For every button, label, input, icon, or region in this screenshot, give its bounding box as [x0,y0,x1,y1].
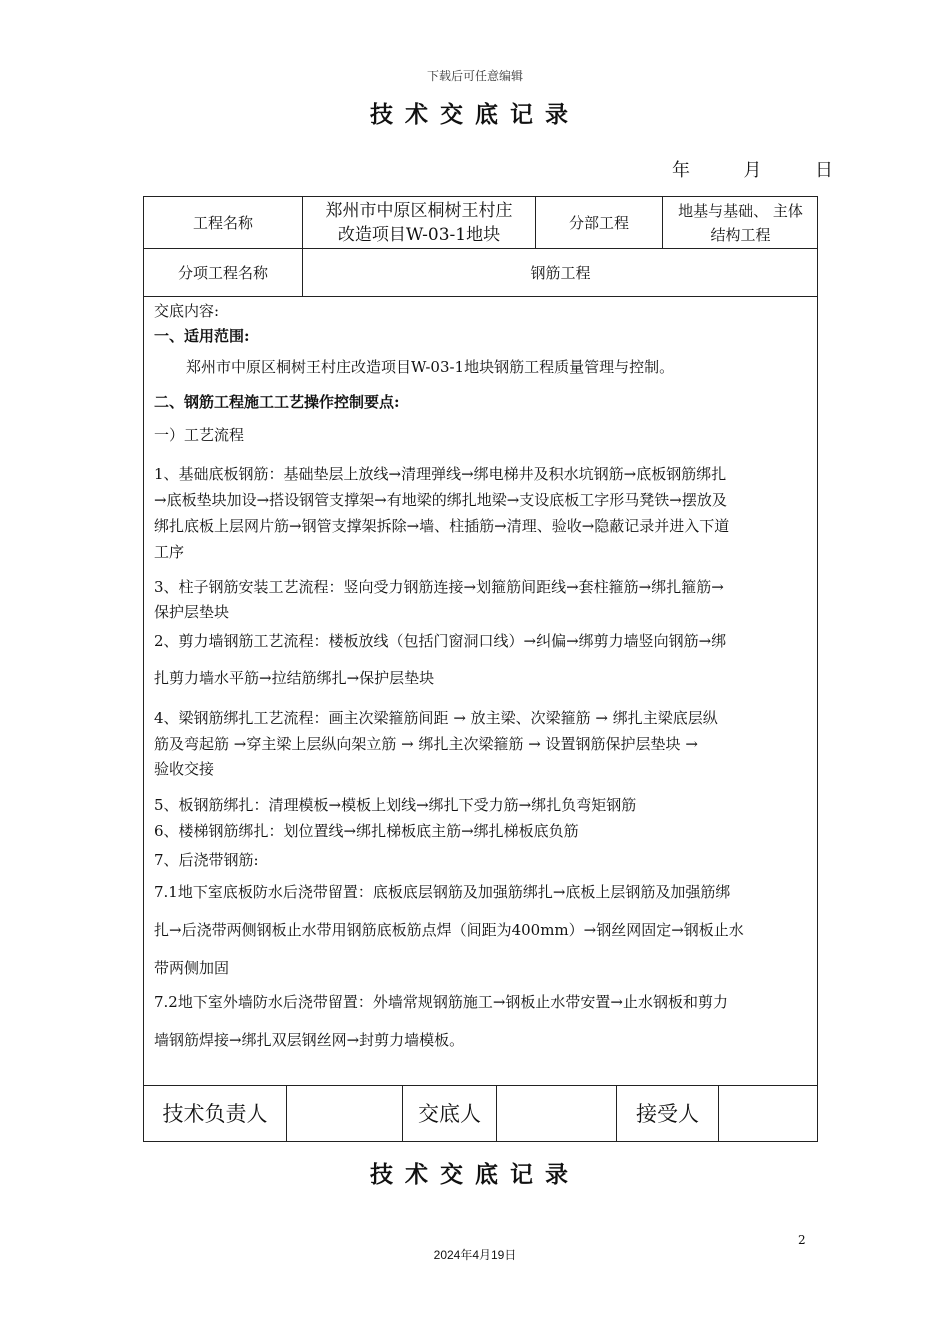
para-1-line-3: 绑扎底板上层网片筋→钢管支撑架拆除→墙、柱插筋→清理、验收→隐蔽记录并进入下道 [154,517,730,535]
sub-project-value [663,197,818,248]
intro-label: 交底内容: [154,302,220,320]
para-1-line-1: 1、基础底板钢筋：基础垫层上放线→清理弹线→绑电梯井及积水坑钢筋→底板钢筋绑扎 [154,465,727,483]
disclosure-content [154,297,807,1083]
para-4-line-3: 验收交接 [154,760,215,778]
project-name-line-1: 郑州市中原区桐树王村庄 [325,200,513,221]
para-7-2-line-1: 7.2地下室外墙防水后浇带留置：外墙常规钢筋施工→钢板止水带安置→止水钢板和剪力 [154,993,728,1011]
project-name-label: 工程名称 [192,213,253,232]
para-7-1-line-1: 7.1地下室底板防水后浇带留置：底板底层钢筋及加强筋绑扎→底板上层钢筋及加强筋绑 [154,883,731,901]
para-6: 6、楼梯钢筋绑扎：划位置线→绑扎梯板底主筋→绑扎梯板底负筋 [154,822,579,840]
para-3-line-2: 保护层垫块 [154,603,230,621]
para-2-line-2: 扎剪力墙水平筋→拉结筋绑扎→保护层垫块 [154,669,435,687]
sub-project-line-2: 结构工程 [710,225,771,244]
para-5: 5、板钢筋绑扎：清理模板→模板上划线→绑扎下受力筋→绑扎负弯矩钢筋 [154,796,637,814]
para-7-1-line-2: 扎→后浇带两侧钢板止水带用钢筋底板筋点焊（间距为400mm）→钢丝网固定→钢板止水 [154,921,744,939]
receiver-label: 接受人 [636,1102,699,1126]
receiver-signature-field [719,1086,818,1142]
discloser-signature-field [497,1086,616,1142]
date-line [672,156,833,182]
header-note: 下载后可任意编辑 [426,69,523,83]
day-label: 日 [814,160,833,181]
disclosure-form-table [143,196,818,1142]
section-1-title: 一、适用范围: [154,327,250,345]
tech-lead-signature-field [287,1086,402,1142]
para-1-line-4: 工序 [154,543,185,561]
item-name-label: 分项工程名称 [177,263,268,282]
discloser-label: 交底人 [418,1102,481,1126]
sub-project-label: 分部工程 [568,213,629,232]
page-title: 技术交底记录 [370,101,580,128]
para-3-line-1: 3、柱子钢筋安装工艺流程：竖向受力钢筋连接→划箍筋间距线→套柱箍筋→绑扎箍筋→ [154,578,724,596]
item-name-value: 钢筋工程 [530,263,591,282]
year-label: 年 [672,160,690,181]
subsection-1-title: 一）工艺流程 [154,426,245,444]
section-2-title: 二、钢筋工程施工工艺操作控制要点: [154,393,400,411]
next-page-title: 技术交底记录 [370,1161,580,1188]
para-7-2-line-2: 墙钢筋焊接→绑扎双层钢丝网→封剪力墙模板。 [154,1031,465,1049]
para-4-line-2: 筋及弯起筋 →穿主梁上层纵向架立筋 → 绑扎主次梁箍筋 → 设置钢筋保护层垫块 → [154,735,698,753]
month-label: 月 [743,160,762,181]
section-1-body: 郑州市中原区桐树王村庄改造项目W-03-1地块钢筋工程质量管理与控制。 [186,358,675,376]
para-7-1-line-3: 带两侧加固 [154,959,230,977]
footer-date: 2024年4月19日 [433,1248,517,1262]
para-4-line-1: 4、梁钢筋绑扎工艺流程：画主次梁箍筋间距 → 放主梁、次梁箍筋 → 绑扎主梁底层纵 [154,709,718,727]
tech-lead-label: 技术负责人 [162,1102,268,1126]
para-2-line-1: 2、剪力墙钢筋工艺流程：楼板放线（包括门窗洞口线）→纠偏→绑剪力墙竖向钢筋→绑 [154,632,727,650]
page-number: 2 [798,1233,806,1247]
project-name-line-2: 改造项目W-03-1地块 [337,224,501,245]
para-1-line-2: →底板垫块加设→搭设钢管支撑架→有地梁的绑扎地梁→支设底板工字形马凳铁→摆放及 [154,491,727,509]
project-name-value [303,197,535,248]
para-7: 7、后浇带钢筋: [154,851,259,869]
sub-project-line-1: 地基与基础、 主体 [678,201,803,220]
